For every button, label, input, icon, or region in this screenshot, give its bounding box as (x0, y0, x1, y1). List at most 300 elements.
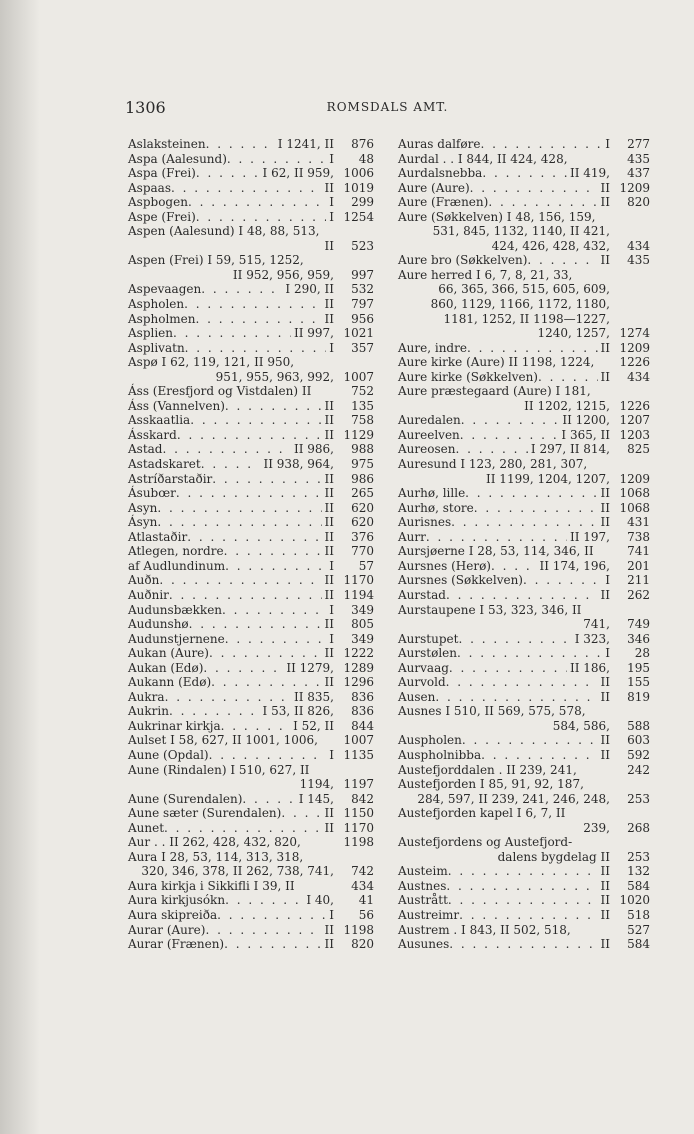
entry-page-number: 584 (627, 937, 650, 952)
entry-name: Aur . . II 262, 428, 432, 820, (128, 835, 301, 850)
dot-leader (169, 588, 322, 603)
dot-leader (217, 908, 326, 923)
dot-leader (527, 253, 597, 268)
index-entry-line (128, 355, 374, 370)
entry-volume-refs: II (324, 675, 334, 690)
index-entry (398, 675, 650, 690)
index-entry (128, 501, 374, 516)
entry-page-number: 603 (627, 733, 650, 748)
entry-page-number: 155 (627, 675, 650, 690)
entry-name: Austeim (398, 864, 448, 879)
dot-leader (446, 675, 598, 690)
index-entry-line (398, 690, 650, 705)
index-entry (398, 733, 650, 748)
entry-volume-refs: I (605, 573, 610, 588)
index-entry (398, 341, 650, 356)
dot-leader (523, 573, 602, 588)
entry-volume-refs: I (329, 151, 334, 166)
entry-name: Aureosen (398, 442, 456, 457)
entry-name: Aunet (128, 820, 165, 835)
entry-page-number: 253 (627, 791, 650, 806)
index-entry-continuation (398, 617, 650, 632)
index-entry (398, 763, 650, 778)
index-entry-continuation (398, 792, 650, 807)
entry-name: Aukan (Edø) (128, 660, 204, 675)
entry-page-number: 876 (351, 137, 374, 151)
index-entry-line (128, 893, 374, 908)
dot-leader (205, 923, 321, 938)
index-entry-line (128, 312, 374, 327)
entry-name: Asplien (128, 326, 174, 341)
index-entry-line (398, 806, 650, 821)
index-entry-line (128, 908, 374, 923)
dot-leader (225, 893, 303, 908)
entry-name: Aulset I 58, 627, II 1001, 1006, (128, 733, 318, 748)
index-entry (398, 428, 650, 443)
index-entry-continuation (128, 864, 374, 879)
entry-page-number: 820 (351, 937, 374, 952)
entry-volume-refs: I (605, 137, 610, 151)
dot-leader (458, 632, 571, 647)
entry-name: Auðnir (128, 587, 169, 602)
dot-leader (446, 588, 598, 603)
index-entry-continuation (398, 224, 650, 239)
index-entry-line (398, 442, 650, 457)
index-entry (398, 355, 650, 370)
entry-name: Audunstjernene (128, 631, 225, 646)
index-entry (128, 879, 374, 894)
index-entry (128, 472, 374, 487)
dot-leader (159, 573, 321, 588)
entry-name: Ausnes I 510, II 569, 575, 578, (398, 704, 586, 719)
index-entry-line (398, 588, 650, 603)
dot-leader (449, 661, 567, 676)
entry-page-number: 1068 (619, 486, 650, 501)
index-entry (128, 282, 374, 297)
entry-page-number: 132 (627, 864, 650, 879)
entry-name: Aura kirkjusókn (128, 893, 226, 908)
entry-page-number: 758 (351, 413, 374, 428)
index-entry-continuation (128, 370, 374, 385)
entry-name: Aune sæter (Surendalen) (128, 806, 282, 821)
index-entry-line (128, 428, 374, 443)
continuation-text: 284, 597, II 239, 241, 246, 248, (417, 791, 610, 806)
dot-leader (451, 515, 597, 530)
dot-leader (177, 428, 322, 443)
entry-name: Aukra (128, 689, 165, 704)
entry-name: Aursnes (Søkkelven) (398, 573, 523, 588)
entry-page-number: 435 (627, 151, 650, 166)
entry-page-number: 1226 (619, 398, 650, 413)
entry-name: Aure (Søkkelven) I 48, 156, 159, (398, 209, 596, 224)
index-entry (398, 501, 650, 516)
index-entry-line (398, 937, 650, 952)
entry-volume-refs: II (600, 689, 610, 704)
running-title: ROMSDALS AMT. (326, 100, 449, 114)
index-entry (128, 195, 374, 210)
index-entry (398, 195, 650, 210)
page-number: 1306 (125, 98, 166, 117)
index-entry-line (128, 821, 374, 836)
index-entry-line (128, 210, 374, 225)
index-entry (398, 864, 650, 879)
index-entry-line (128, 792, 374, 807)
dot-leader (203, 661, 283, 676)
entry-name: Ásskard (128, 427, 177, 442)
entry-page-number: 349 (351, 602, 374, 617)
entry-name: Aukrin (128, 704, 169, 719)
dot-leader (165, 690, 291, 705)
entry-volume-refs: I 52, II (293, 718, 334, 733)
index-entry (128, 384, 374, 399)
entry-name: Auspholen (398, 733, 462, 748)
index-entry-line (398, 486, 650, 501)
entry-name: Auredalen (398, 413, 461, 428)
index-entry (398, 690, 650, 705)
entry-volume-refs: I 297, II 814, (530, 442, 610, 457)
dot-leader (459, 908, 597, 923)
entry-volume-refs: II (324, 398, 334, 413)
index-entry (128, 253, 374, 282)
entry-page-number: 41 (358, 893, 374, 908)
index-entry (128, 850, 374, 879)
index-entry (398, 413, 650, 428)
entry-name: Asskaatlia (128, 413, 191, 428)
entry-name: Aurar (Aure) (128, 922, 206, 937)
index-entry-continuation (128, 239, 374, 254)
entry-page-number: 56 (358, 907, 374, 922)
index-column-left (128, 137, 374, 952)
index-entry-line (128, 152, 374, 167)
index-entry-line (398, 632, 650, 647)
index-entry-line (128, 937, 374, 952)
dot-leader (164, 821, 321, 836)
entry-page-number: 584 (627, 878, 650, 893)
continuation-text: 1194, (299, 777, 334, 792)
index-entry-line (128, 341, 374, 356)
index-entry-line (398, 457, 650, 472)
index-entry-line (128, 137, 374, 152)
index-entry (128, 937, 374, 952)
entry-volume-refs: II (324, 180, 334, 195)
index-entry-line (398, 355, 650, 370)
index-entry-line (128, 486, 374, 501)
entry-volume-refs: I (329, 907, 334, 922)
index-entry-continuation (398, 399, 650, 414)
entry-volume-refs: II (600, 180, 610, 195)
index-entry (398, 370, 650, 385)
index-entry (128, 530, 374, 545)
entry-page-number: 268 (627, 820, 650, 835)
entry-name: Austrått (398, 893, 448, 908)
dot-leader (461, 413, 560, 428)
entry-name: Aure herred I 6, 7, 8, 21, 33, (398, 267, 573, 282)
entry-page-number: 749 (627, 617, 650, 632)
entry-page-number: 1222 (343, 646, 374, 661)
index-entry (398, 442, 650, 457)
entry-name: Aurisnes (398, 515, 452, 530)
index-entry (398, 923, 650, 938)
index-entry-line (398, 923, 650, 938)
entry-name: Aurstad (398, 587, 446, 602)
index-entry (128, 806, 374, 821)
dot-leader (538, 370, 598, 385)
dot-leader (176, 486, 322, 501)
index-entry (128, 224, 374, 253)
index-entry-line (398, 908, 650, 923)
index-entry-line (128, 399, 374, 414)
index-entry-line (398, 195, 650, 210)
entry-volume-refs: II (324, 413, 334, 428)
entry-name: Aslaksteinen (128, 137, 206, 151)
index-entry (128, 152, 374, 167)
entry-volume-refs: I 40, (306, 893, 334, 908)
entry-volume-refs: II (324, 617, 334, 632)
dot-leader (189, 617, 322, 632)
entry-name: Aurar (Frænen) (128, 937, 225, 952)
entry-name: Aurstaupene I 53, 323, 346, II (398, 602, 582, 617)
index-entry-continuation (398, 239, 650, 254)
index-entry-line (398, 573, 650, 588)
index-entry-continuation (398, 326, 650, 341)
entry-page-number: 1007 (343, 733, 374, 748)
index-entry (398, 559, 650, 574)
index-entry (128, 893, 374, 908)
dot-leader (480, 137, 602, 152)
entry-volume-refs: II 419, (569, 166, 610, 181)
entry-page-number: 431 (627, 515, 650, 530)
dot-leader (227, 152, 326, 167)
entry-page-number: 1170 (343, 820, 374, 835)
entry-volume-refs: II (600, 675, 610, 690)
entry-volume-refs: II (600, 500, 610, 515)
index-entry (398, 544, 650, 559)
entry-name: Austefjordens og Austefjord- (398, 835, 573, 850)
entry-name: Austnes (398, 878, 447, 893)
continuation-text: 741, (583, 617, 610, 632)
continuation-text: 66, 365, 366, 515, 605, 609, (438, 282, 610, 297)
index-entry-line (128, 690, 374, 705)
entry-page-number: 1007 (343, 369, 374, 384)
entry-page-number: 376 (351, 529, 374, 544)
entry-volume-refs: II (600, 486, 610, 501)
index-entry-line (128, 748, 374, 763)
entry-name: Aura skipreiða (128, 907, 218, 922)
index-entry (398, 515, 650, 530)
entry-page-number: 1198 (343, 835, 374, 850)
dot-leader (187, 530, 321, 545)
index-entry (128, 341, 374, 356)
entry-name: Astad (128, 442, 163, 457)
index-entry (398, 908, 650, 923)
index-entry-continuation (128, 268, 374, 283)
entry-name: Aukrinar kirkja (128, 718, 221, 733)
index-entry (398, 777, 650, 806)
index-entry-line (128, 733, 374, 748)
entry-name: Astadskaret (128, 457, 201, 472)
entry-volume-refs: II (600, 369, 610, 384)
page-header (125, 98, 650, 122)
index-entry-line (128, 457, 374, 472)
entry-volume-refs: II 938, 964, (263, 457, 334, 472)
entry-page-number: 242 (627, 762, 650, 777)
entry-volume-refs: II (324, 471, 334, 486)
entry-page-number: 988 (351, 442, 374, 457)
entry-page-number: 1226 (619, 355, 650, 370)
dot-leader (196, 312, 322, 327)
entry-name: Aurr (398, 529, 426, 544)
dot-leader (225, 399, 322, 414)
page-gutter-shadow (0, 0, 40, 1134)
index-entry-line (398, 152, 650, 167)
index-entry (128, 763, 374, 792)
entry-page-number: 738 (627, 529, 650, 544)
continuation-text: 860, 1129, 1166, 1172, 1180, (430, 297, 610, 312)
entry-page-number: 1198 (343, 922, 374, 937)
entry-page-number: 253 (627, 849, 650, 864)
index-entry (398, 646, 650, 661)
entry-page-number (610, 224, 650, 239)
entry-name: Auðn (128, 573, 160, 588)
index-entry-line (398, 515, 650, 530)
entry-page-number: 48 (358, 151, 374, 166)
index-entry (128, 312, 374, 327)
continuation-text: dalens bygdelag II (497, 849, 610, 864)
entry-page-number: 986 (351, 471, 374, 486)
index-entry (128, 399, 374, 414)
entry-page-number: 836 (351, 704, 374, 719)
dot-leader (242, 792, 295, 807)
entry-page-number: 1209 (619, 180, 650, 195)
entry-page-number: 620 (351, 515, 374, 530)
dot-leader (157, 515, 321, 530)
dot-leader (455, 442, 527, 457)
index-entry (398, 253, 650, 268)
entry-volume-refs: I (329, 195, 334, 210)
index-entry (128, 355, 374, 384)
index-entry-line (398, 559, 650, 574)
index-entry-continuation (398, 821, 650, 836)
entry-volume-refs: II (324, 515, 334, 530)
entry-page-number: 819 (627, 689, 650, 704)
entry-page-number: 842 (351, 791, 374, 806)
entry-page-number: 299 (351, 195, 374, 210)
entry-volume-refs: II (600, 893, 610, 908)
entry-name: Aspen (Aalesund) I 48, 88, 513, (128, 224, 320, 239)
index-entry (128, 632, 374, 647)
entry-name: Aukann (Edø) (128, 675, 212, 690)
dot-leader (448, 893, 598, 908)
index-entry-line (398, 370, 650, 385)
continuation-text: II 1199, 1204, 1207, (486, 471, 610, 486)
entry-page-number (610, 312, 650, 327)
entry-name: Aurdalsnebba (398, 166, 483, 181)
index-entry-line (128, 704, 374, 719)
entry-name: Aune (Surendalen) (128, 791, 243, 806)
entry-page-number: 437 (627, 166, 650, 181)
entry-name: Aure kirke (Søkkelven) (398, 369, 538, 384)
continuation-text: 320, 346, 378, II 262, 738, 741, (141, 864, 334, 879)
index-entry (398, 166, 650, 181)
entry-name: Aure bro (Søkkelven) (398, 253, 528, 268)
index-entry-line (398, 675, 650, 690)
index-entry (128, 166, 374, 181)
entry-volume-refs: II (324, 500, 334, 515)
index-entry (398, 573, 650, 588)
index-entry-line (398, 704, 650, 719)
entry-page-number: 1289 (343, 660, 374, 675)
index-entry-line (128, 530, 374, 545)
entry-name: Aspholen (128, 297, 185, 312)
index-entry (128, 559, 374, 574)
entry-name: Auresund I 123, 280, 281, 307, (398, 457, 588, 472)
index-entry-continuation (398, 312, 650, 327)
entry-volume-refs: I (329, 340, 334, 355)
index-entry-line (128, 646, 374, 661)
entry-volume-refs: II 997, (293, 326, 334, 341)
entry-name: Ausunes (398, 937, 450, 952)
index-entry-line (128, 923, 374, 938)
index-entry (128, 661, 374, 676)
entry-page-number: 825 (627, 442, 650, 457)
entry-page-number: 592 (627, 747, 650, 762)
index-entry (398, 457, 650, 486)
entry-volume-refs: II (324, 806, 334, 821)
entry-name: Aura I 28, 53, 114, 313, 318, (128, 849, 304, 864)
entry-page-number: 435 (627, 253, 650, 268)
entry-volume-refs: II (600, 733, 610, 748)
entry-name: Ásyn (128, 515, 158, 530)
index-entry (128, 675, 374, 690)
index-entry (398, 806, 650, 835)
index-entry-line (128, 806, 374, 821)
entry-volume-refs: II 986, (293, 442, 334, 457)
entry-volume-refs: II (600, 878, 610, 893)
index-entry (128, 792, 374, 807)
index-entry-line (128, 544, 374, 559)
entry-volume-refs: II (324, 529, 334, 544)
entry-name: af Audlundinum (128, 558, 226, 573)
entry-page-number: 741 (627, 544, 650, 559)
index-entry (398, 893, 650, 908)
index-entry (128, 428, 374, 443)
index-entry-line (128, 603, 374, 618)
index-entry-line (128, 879, 374, 894)
entry-name: Áss (Vannelven) (128, 398, 225, 413)
entry-page-number: 1296 (343, 675, 374, 690)
dot-leader (196, 166, 260, 181)
index-entry (128, 835, 374, 850)
index-entry (128, 515, 374, 530)
entry-page-number: 1020 (619, 893, 650, 908)
entry-name: Aura kirkja i Sikkifli I 39, II (128, 878, 295, 893)
index-entry-line (128, 763, 374, 778)
entry-name: Aspa (Aalesund) (128, 151, 227, 166)
dot-leader (173, 326, 291, 341)
index-entry (398, 486, 650, 501)
entry-page-number: 956 (351, 311, 374, 326)
dot-leader (169, 704, 260, 719)
entry-page-number: 1209 (619, 471, 650, 486)
entry-name: Asplivatn (128, 340, 185, 355)
entry-volume-refs: II (324, 544, 334, 559)
entry-name: Aspbogen (128, 195, 188, 210)
index-entry (128, 733, 374, 748)
entry-name: Aune (Opdal) (128, 747, 209, 762)
continuation-text: II (324, 238, 334, 253)
index-entry-line (128, 253, 374, 268)
entry-volume-refs: I (329, 558, 334, 573)
